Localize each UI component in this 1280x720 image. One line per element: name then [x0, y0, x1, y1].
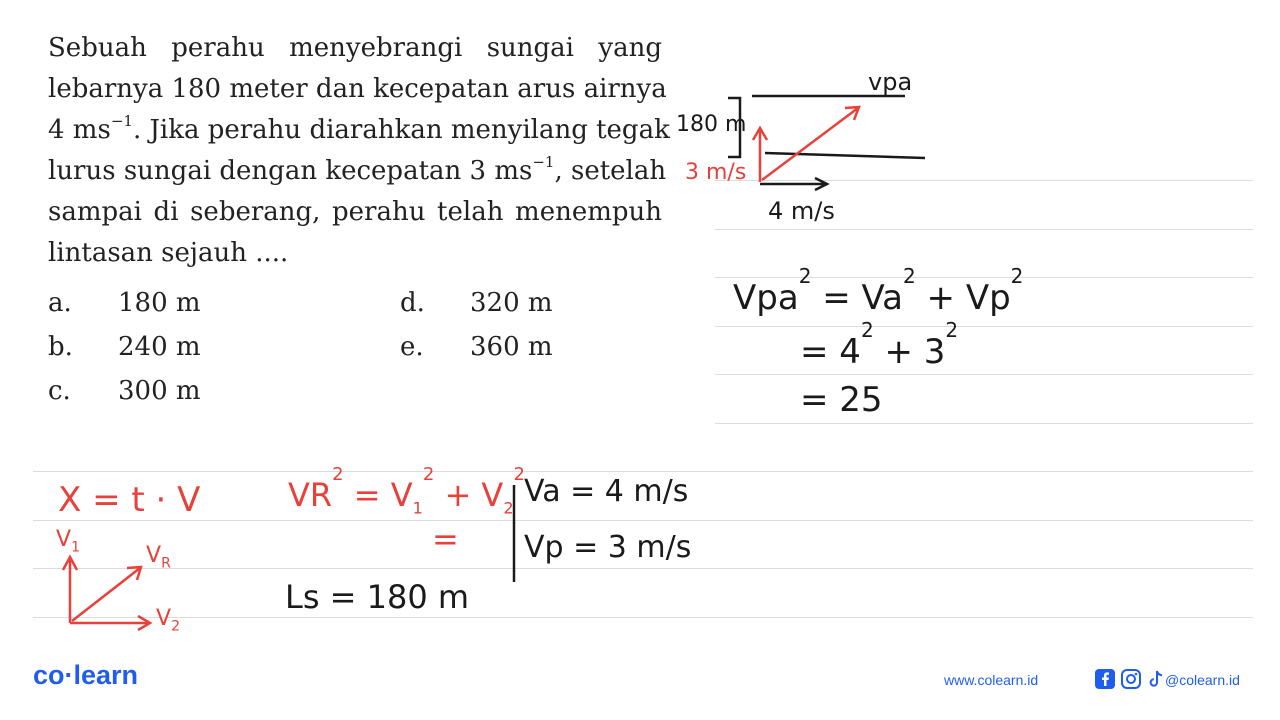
- work-line-1: $Vpa^2 = Va^2 + Vp^2$: [733, 263, 1024, 318]
- instagram-icon[interactable]: [1120, 668, 1142, 690]
- river-bank-bottom: [765, 153, 925, 158]
- option-d[interactable]: d. 320 m: [400, 288, 553, 318]
- option-e[interactable]: e. 360 m: [400, 332, 553, 362]
- facebook-icon[interactable]: [1094, 668, 1116, 690]
- option-c[interactable]: c. 300 m: [48, 376, 201, 406]
- v2-arrow: [70, 616, 150, 630]
- vr-label: $V_R$: [146, 543, 171, 572]
- distance-formula: X = t · V: [58, 480, 201, 520]
- work-line-3: = 25: [800, 380, 883, 420]
- width-label: 180 m: [676, 112, 747, 137]
- question-line-2: lebarnya 180 meter dan kecepatan arus airnya: [48, 74, 667, 104]
- vp-given: Vp = 3 m/s: [524, 530, 692, 565]
- vr-arrow: [72, 567, 141, 621]
- question-line-1: Sebuah perahu menyebrangi sungai yang: [48, 33, 662, 63]
- work-line-2: = $4^2 + 3^2$: [800, 317, 959, 372]
- resultant-equals: =: [432, 520, 459, 558]
- boat-arrow: [753, 128, 767, 182]
- tiktok-icon[interactable]: [1145, 668, 1167, 690]
- resultant-formula: $VR^2 = V_1^2 + V_2^2$: [288, 464, 525, 518]
- v2-label: $V_2$: [156, 606, 180, 635]
- v1-arrow: [63, 557, 77, 623]
- vpa-label: vpa: [868, 68, 913, 96]
- current-arrow: [760, 178, 827, 190]
- v1-label: $V_1$: [56, 527, 80, 556]
- va-given: Va = 4 m/s: [524, 474, 689, 509]
- social-handle[interactable]: @colearn.id: [1165, 672, 1240, 688]
- colearn-logo[interactable]: co·learn: [33, 660, 139, 690]
- resultant-arrow: [762, 107, 859, 180]
- option-a[interactable]: a. 180 m: [48, 288, 201, 318]
- boat-speed-label: 3 m/s: [685, 160, 747, 185]
- question-line-6: lintasan sejauh ....: [48, 238, 289, 268]
- question-line-3: 4 $ms^{-1}$. Jika perahu diarahkan menyilang tegak: [48, 112, 670, 145]
- river-width-given: Ls = 180 m: [285, 578, 470, 616]
- question-line-4: lurus sungai dengan kecepatan 3 $ms^{-1}$, setelah: [48, 153, 667, 186]
- website-link[interactable]: www.colearn.id: [944, 672, 1039, 688]
- option-b[interactable]: b. 240 m: [48, 332, 201, 362]
- question-line-5: sampai di seberang, perahu telah menempuh: [48, 197, 662, 227]
- current-speed-label: 4 m/s: [768, 197, 835, 225]
